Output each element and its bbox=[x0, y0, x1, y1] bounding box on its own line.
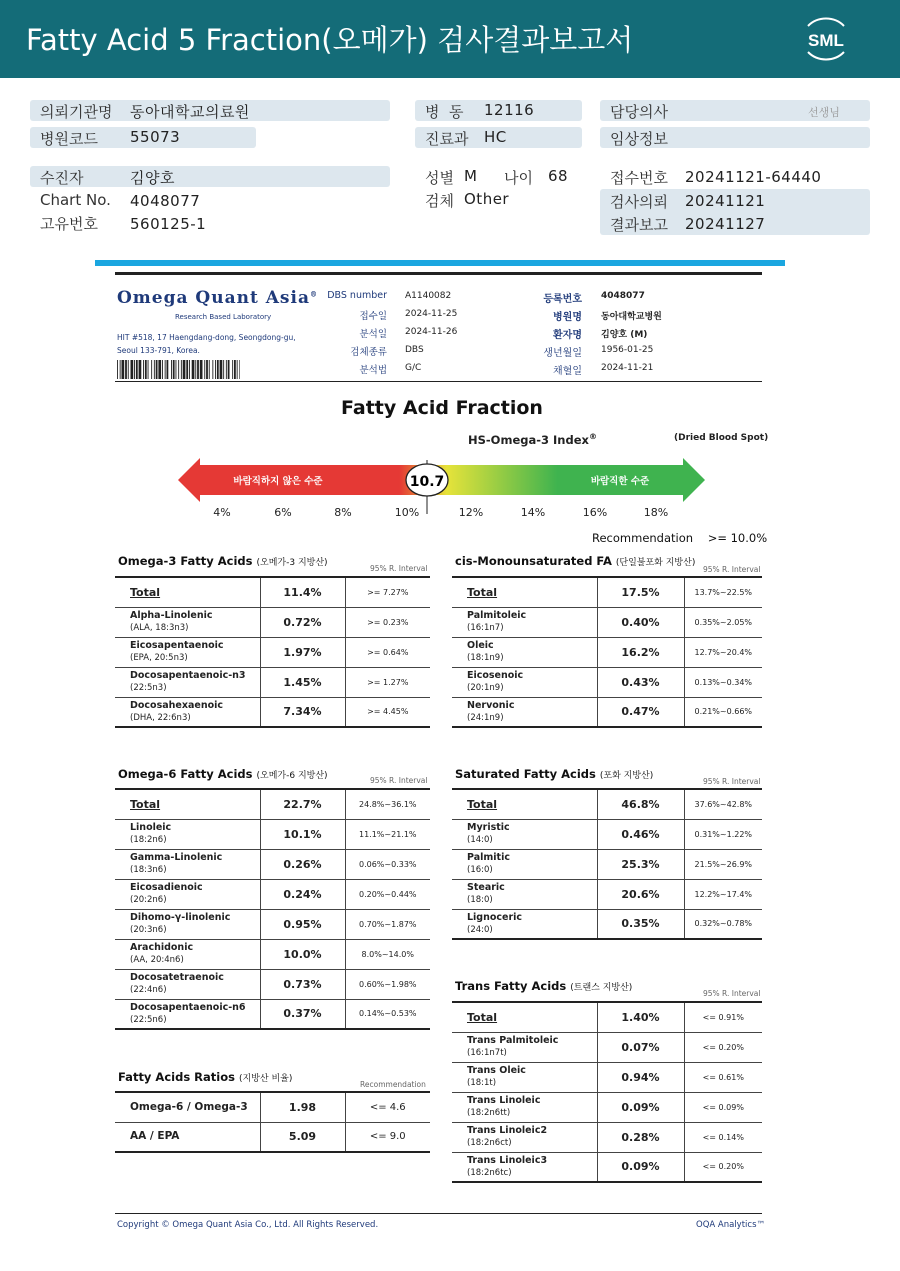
fatty-acid-value: 0.94% bbox=[597, 1062, 684, 1092]
total-label: Total bbox=[115, 577, 260, 607]
total-value: 46.8% bbox=[597, 789, 684, 819]
table-row bbox=[115, 1122, 430, 1152]
reg-label: 등록번호 bbox=[543, 294, 582, 305]
fatty-acid-notation: (16:0) bbox=[467, 865, 493, 875]
fatty-acid-name bbox=[452, 849, 597, 879]
anal-label: 분석일 bbox=[359, 329, 387, 340]
dept-value: HC bbox=[484, 128, 507, 146]
fatty-acid-label: Stearic bbox=[467, 882, 505, 893]
ward-label: 병 동 bbox=[425, 103, 464, 121]
fatty-acid-value: 10.0% bbox=[260, 939, 345, 969]
reference-range: >= 4.45% bbox=[345, 697, 430, 727]
trans-table bbox=[452, 1001, 762, 1183]
age-value: 68 bbox=[548, 167, 569, 185]
fatty-acid-notation: (16:1n7) bbox=[467, 623, 504, 633]
fatty-acid-notation: (18:2n6ct) bbox=[467, 1138, 512, 1148]
footer-rule bbox=[115, 1213, 762, 1214]
table-row bbox=[452, 607, 762, 637]
fatty-acid-notation: (14:0) bbox=[467, 835, 493, 845]
lab-top-rule bbox=[115, 272, 762, 275]
fatty-acid-label: Trans Linoleic bbox=[467, 1095, 541, 1106]
reference-range: 0.14%~0.53% bbox=[345, 999, 430, 1029]
fatty-acid-label: Trans Oleic bbox=[467, 1065, 526, 1076]
ratios-title: Fatty Acids Ratios (지방산 비율) bbox=[118, 1070, 293, 1084]
reference-range: 0.06%~0.33% bbox=[345, 849, 430, 879]
fatty-acid-name bbox=[115, 667, 260, 697]
reference-range: <= 4.6 bbox=[345, 1092, 430, 1122]
fatty-acid-label: Docosatetraenoic bbox=[130, 972, 224, 983]
request-label: 검사의뢰 bbox=[610, 193, 668, 211]
fatty-acid-label: Linoleic bbox=[130, 822, 172, 833]
footer-copyright: Copyright © Omega Quant Asia Co., Ltd. All Rights Reserved. bbox=[117, 1220, 379, 1230]
clinical-label: 임상정보 bbox=[610, 130, 668, 148]
reference-range: <= 0.20% bbox=[684, 1032, 762, 1062]
gauge-tick-label: 16% bbox=[582, 506, 608, 519]
reference-range: 0.21%~0.66% bbox=[684, 697, 762, 727]
sex-value: M bbox=[464, 167, 478, 185]
table-row bbox=[452, 879, 762, 909]
fatty-acid-label: Oleic bbox=[467, 640, 494, 651]
fatty-acid-value: 0.28% bbox=[597, 1122, 684, 1152]
fatty-acid-name bbox=[452, 1032, 597, 1062]
recv-label: 접수일 bbox=[359, 311, 387, 322]
fatty-acid-label: Eicosenoic bbox=[467, 670, 524, 681]
specimen-value: Other bbox=[464, 190, 510, 208]
pt-label: 환자명 bbox=[553, 330, 582, 341]
divider-bar bbox=[95, 260, 785, 266]
fatty-acid-value: 0.09% bbox=[597, 1152, 684, 1182]
reference-range: 0.32%~0.78% bbox=[684, 909, 762, 939]
gauge-tick-label: 6% bbox=[274, 506, 292, 519]
fatty-acid-value: 1.97% bbox=[260, 637, 345, 667]
reference-range: <= 9.0 bbox=[345, 1122, 430, 1152]
reference-range: <= 0.20% bbox=[684, 1152, 762, 1182]
saturated-interval: 95% R. Interval bbox=[703, 777, 761, 786]
fatty-acid-name bbox=[115, 697, 260, 727]
omega6-title: Omega-6 Fatty Acids (오메가-6 지방산) bbox=[118, 767, 328, 781]
barcode-icon bbox=[117, 360, 240, 379]
fatty-acid-value: 0.95% bbox=[260, 909, 345, 939]
recv-value: 2024-11-25 bbox=[405, 309, 458, 319]
total-value: 17.5% bbox=[597, 577, 684, 607]
ratios-interval: Recommendation bbox=[360, 1080, 426, 1089]
fatty-acid-notation: (ALA, 18:3n3) bbox=[130, 623, 189, 633]
reference-range: <= 0.14% bbox=[684, 1122, 762, 1152]
omega3-index-title: HS-Omega-3 Index® bbox=[468, 432, 597, 447]
lab-bottom-rule bbox=[115, 381, 762, 382]
table-row bbox=[452, 1032, 762, 1062]
fatty-acid-notation: (18:3n6) bbox=[130, 865, 167, 875]
fatty-acid-label: Arachidonic bbox=[130, 942, 194, 953]
table-row bbox=[452, 1062, 762, 1092]
dob-value: 1956-01-25 bbox=[601, 345, 654, 355]
fatty-acid-notation: (18:1t) bbox=[467, 1078, 497, 1088]
dob-label: 생년월일 bbox=[543, 348, 582, 359]
dept-label: 진료과 bbox=[425, 130, 469, 148]
uid-label: 고유번호 bbox=[40, 215, 98, 233]
fatty-acid-label: Eicosadienoic bbox=[130, 882, 203, 893]
omega3-interval: 95% R. Interval bbox=[370, 564, 428, 573]
lab-name-mark: ® bbox=[309, 289, 318, 299]
reference-range: 0.13%~0.34% bbox=[684, 667, 762, 697]
specimen-label: 검체 bbox=[425, 192, 454, 210]
fatty-acid-value: 0.73% bbox=[260, 969, 345, 999]
report-header bbox=[0, 0, 900, 78]
gauge-bad-label: 바람직하지 않은 수준 bbox=[233, 476, 323, 487]
total-value: 22.7% bbox=[260, 789, 345, 819]
ratios-table bbox=[115, 1091, 430, 1153]
reference-range: 0.70%~1.87% bbox=[345, 909, 430, 939]
fatty-acid-label: Docosapentaenoic-n6 bbox=[130, 1001, 246, 1013]
fatty-acid-label: Myristic bbox=[467, 822, 510, 833]
lab-subtitle: Research Based Laboratory bbox=[175, 313, 272, 321]
reference-range: 0.31%~1.22% bbox=[684, 819, 762, 849]
fatty-acid-notation: (22:5n6) bbox=[130, 1014, 167, 1025]
fatty-acid-notation: (20:2n6) bbox=[130, 895, 167, 905]
reference-range: >= 0.64% bbox=[345, 637, 430, 667]
chart-label: Chart No. bbox=[40, 191, 111, 209]
fatty-acid-label: Nervonic bbox=[467, 699, 515, 711]
fatty-acid-label: Docosahexaenoic bbox=[130, 699, 224, 711]
table-row bbox=[115, 849, 430, 879]
receipt-value: 20241121-64440 bbox=[685, 168, 822, 186]
ward-value: 12116 bbox=[484, 101, 535, 119]
anal-value: 2024-11-26 bbox=[405, 327, 458, 337]
gauge-value: 10.7 bbox=[409, 474, 445, 490]
fatty-acid-name bbox=[452, 1122, 597, 1152]
fatty-acid-value: 16.2% bbox=[597, 637, 684, 667]
dried-blood-spot-label: (Dried Blood Spot) bbox=[674, 433, 769, 443]
fatty-acid-value: 0.37% bbox=[260, 999, 345, 1029]
gauge-tick-label: 8% bbox=[334, 506, 352, 519]
fatty-acid-name bbox=[452, 607, 597, 637]
fatty-acid-value: 0.35% bbox=[597, 909, 684, 939]
recommendation-label: Recommendation bbox=[592, 531, 694, 545]
table-row bbox=[452, 667, 762, 697]
saturated-table bbox=[452, 788, 762, 940]
draw-value: 2024-11-21 bbox=[601, 363, 654, 373]
omega6-table bbox=[115, 788, 430, 1030]
report-label: 결과보고 bbox=[610, 216, 668, 234]
fatty-acid-notation: (22:4n6) bbox=[130, 985, 167, 995]
table-row bbox=[115, 637, 430, 667]
lab-name: Omega Quant Asia® bbox=[117, 288, 318, 308]
fatty-acid-name bbox=[115, 879, 260, 909]
fatty-acid-name bbox=[452, 1092, 597, 1122]
fatty-acid-label: Docosapentaenoic-n3 bbox=[130, 670, 246, 681]
reference-range: 0.20%~0.44% bbox=[345, 879, 430, 909]
reference-range: <= 0.61% bbox=[684, 1062, 762, 1092]
report-title: Fatty Acid 5 Fraction(오메가) 검사결과보고서 bbox=[26, 23, 634, 57]
fatty-acid-value: 20.6% bbox=[597, 879, 684, 909]
total-value: 1.40% bbox=[597, 1002, 684, 1032]
spec-label: 검체종류 bbox=[350, 347, 387, 358]
table-row bbox=[452, 637, 762, 667]
table-row bbox=[115, 969, 430, 999]
fatty-acid-fraction-title: Fatty Acid Fraction bbox=[341, 397, 543, 419]
recommendation-value: >= 10.0% bbox=[707, 531, 768, 545]
fatty-acid-notation: (DHA, 22:6n3) bbox=[130, 712, 191, 723]
fatty-acid-value: 0.43% bbox=[597, 667, 684, 697]
fatty-acid-name bbox=[452, 1152, 597, 1182]
name-value: 김양호 bbox=[130, 169, 175, 187]
table-total-row bbox=[115, 789, 430, 819]
fatty-acid-name bbox=[452, 819, 597, 849]
reference-range: 0.35%~2.05% bbox=[684, 607, 762, 637]
table-row bbox=[452, 849, 762, 879]
reference-range: >= 1.27% bbox=[345, 667, 430, 697]
table-row bbox=[452, 697, 762, 727]
hosp-code-label: 병원코드 bbox=[40, 130, 98, 148]
table-total-row bbox=[452, 789, 762, 819]
fatty-acid-name bbox=[452, 667, 597, 697]
fatty-acid-name bbox=[452, 1062, 597, 1092]
fatty-acid-notation: (EPA, 20:5n3) bbox=[130, 653, 188, 663]
table-row bbox=[115, 999, 430, 1029]
draw-label: 채혈일 bbox=[553, 366, 582, 377]
fatty-acid-value: 0.07% bbox=[597, 1032, 684, 1062]
table-total-row bbox=[115, 577, 430, 607]
gauge-tick-label: 18% bbox=[643, 506, 669, 519]
fatty-acid-label: Omega-6 / Omega-3 bbox=[130, 1100, 248, 1113]
inst-value: 동아대학교의료원 bbox=[130, 103, 250, 121]
uid-value: 560125-1 bbox=[130, 215, 207, 233]
fatty-acid-value: 1.98 bbox=[260, 1092, 345, 1122]
fatty-acid-label: Alpha-Linolenic bbox=[130, 610, 213, 621]
reg-value: 4048077 bbox=[601, 291, 645, 301]
fatty-acid-notation: (18:2n6) bbox=[130, 835, 167, 845]
fatty-acid-name bbox=[115, 607, 260, 637]
total-range: 13.7%~22.5% bbox=[684, 577, 762, 607]
fatty-acid-name bbox=[452, 909, 597, 939]
fatty-acid-name bbox=[115, 939, 260, 969]
table-total-row bbox=[452, 1002, 762, 1032]
fatty-acid-value: 0.46% bbox=[597, 819, 684, 849]
fatty-acid-notation: (24:1n9) bbox=[467, 712, 504, 723]
mufa-title: cis-Monounsaturated FA (단일불포화 지방산) bbox=[455, 554, 696, 568]
hosp-value: 동아대학교병원 bbox=[601, 312, 662, 322]
table-row bbox=[452, 819, 762, 849]
table-row bbox=[115, 697, 430, 727]
dbs-value: A1140082 bbox=[405, 291, 452, 301]
fatty-acid-value: 0.72% bbox=[260, 607, 345, 637]
fatty-acid-notation: (24:0) bbox=[467, 924, 493, 935]
fatty-acid-value: 1.45% bbox=[260, 667, 345, 697]
fatty-acid-value: 7.34% bbox=[260, 697, 345, 727]
total-value: 11.4% bbox=[260, 577, 345, 607]
total-range: <= 0.91% bbox=[684, 1002, 762, 1032]
method-label: 분석법 bbox=[359, 365, 387, 376]
footer-brand: OQA Analytics™ bbox=[696, 1220, 765, 1230]
total-range: 37.6%~42.8% bbox=[684, 789, 762, 819]
table-row bbox=[452, 909, 762, 939]
fatty-acid-name bbox=[115, 969, 260, 999]
fatty-acid-notation: (20:3n6) bbox=[130, 925, 167, 935]
total-range: >= 7.27% bbox=[345, 577, 430, 607]
omega3-title: Omega-3 Fatty Acids (오메가-3 지방산) bbox=[118, 554, 328, 568]
total-range: 24.8%~36.1% bbox=[345, 789, 430, 819]
fatty-acid-label: Dihomo-γ-linolenic bbox=[130, 912, 231, 923]
dbs-label: DBS number bbox=[327, 290, 387, 301]
fatty-acid-notation: (18:2n6tc) bbox=[467, 1167, 512, 1178]
hosp-code-value: 55073 bbox=[130, 128, 181, 146]
fatty-acid-value: 0.26% bbox=[260, 849, 345, 879]
reference-range: 11.1%~21.1% bbox=[345, 819, 430, 849]
fatty-acid-value: 0.09% bbox=[597, 1092, 684, 1122]
fatty-acid-notation: (22:5n3) bbox=[130, 683, 167, 693]
fatty-acid-name bbox=[115, 637, 260, 667]
fatty-acid-label: Palmitic bbox=[467, 852, 510, 863]
pt-value: 김양호 (M) bbox=[601, 330, 648, 340]
table-row bbox=[115, 819, 430, 849]
age-label: 나이 bbox=[504, 169, 533, 187]
mufa-table bbox=[452, 576, 762, 728]
fatty-acid-name bbox=[115, 849, 260, 879]
omega3-index-gauge bbox=[178, 458, 708, 518]
omega6-interval: 95% R. Interval bbox=[370, 776, 428, 785]
doctor-suffix: 선생님 bbox=[808, 106, 840, 119]
total-label: Total bbox=[115, 789, 260, 819]
gauge-tick-label: 14% bbox=[520, 506, 546, 519]
sex-label: 성별 bbox=[425, 169, 454, 187]
fatty-acid-value: 25.3% bbox=[597, 849, 684, 879]
lab-address-line1: HIT #518, 17 Haengdang-dong, Seongdong-gu, bbox=[117, 333, 296, 342]
fatty-acid-notation: (AA, 20:4n6) bbox=[130, 955, 184, 965]
inst-label: 의뢰기관명 bbox=[40, 103, 113, 121]
gauge-good-label: 바람직한 수준 bbox=[590, 476, 650, 487]
table-row bbox=[452, 1122, 762, 1152]
table-row bbox=[115, 1092, 430, 1122]
saturated-title: Saturated Fatty Acids (포화 지방산) bbox=[455, 767, 654, 781]
table-row bbox=[115, 939, 430, 969]
fatty-acid-name bbox=[452, 879, 597, 909]
table-row bbox=[115, 879, 430, 909]
gauge-tick-label: 10% bbox=[394, 506, 420, 519]
recommendation bbox=[592, 531, 767, 545]
reference-range: >= 0.23% bbox=[345, 607, 430, 637]
fatty-acid-value: 10.1% bbox=[260, 819, 345, 849]
doctor-label: 담당의사 bbox=[610, 103, 668, 121]
fatty-acid-label: Trans Palmitoleic bbox=[467, 1035, 559, 1046]
logo-text: SML bbox=[808, 31, 844, 50]
fatty-acid-label: Lignoceric bbox=[467, 911, 523, 923]
fatty-acid-name bbox=[115, 999, 260, 1029]
fatty-acid-name bbox=[115, 1122, 260, 1152]
table-row bbox=[115, 607, 430, 637]
sml-logo-icon bbox=[800, 14, 852, 64]
table-row bbox=[115, 667, 430, 697]
reference-range: 0.60%~1.98% bbox=[345, 969, 430, 999]
reference-range: 12.7%~20.4% bbox=[684, 637, 762, 667]
fatty-acid-notation: (16:1n7t) bbox=[467, 1048, 507, 1058]
reference-range: 8.0%~14.0% bbox=[345, 939, 430, 969]
fatty-acid-notation: (20:1n9) bbox=[467, 683, 504, 693]
omega3-index-mark: ® bbox=[588, 432, 597, 441]
fatty-acid-label: Trans Linoleic2 bbox=[467, 1125, 548, 1136]
fatty-acid-value: 5.09 bbox=[260, 1122, 345, 1152]
total-label: Total bbox=[452, 1002, 597, 1032]
receipt-label: 접수번호 bbox=[610, 169, 668, 187]
trans-title: Trans Fatty Acids (트랜스 지방산) bbox=[455, 979, 633, 993]
trans-interval: 95% R. Interval bbox=[703, 989, 761, 998]
fatty-acid-notation: (18:1n9) bbox=[467, 653, 504, 663]
fatty-acid-name bbox=[452, 637, 597, 667]
fatty-acid-name bbox=[115, 1092, 260, 1122]
fatty-acid-notation: (18:2n6tt) bbox=[467, 1108, 511, 1118]
fatty-acid-name bbox=[115, 819, 260, 849]
fatty-acid-label: Trans Linoleic3 bbox=[467, 1154, 548, 1166]
fatty-acid-notation: (18:0) bbox=[467, 895, 493, 905]
table-row bbox=[452, 1152, 762, 1182]
gauge-tick-label: 12% bbox=[458, 506, 484, 519]
spec-value: DBS bbox=[405, 345, 424, 355]
table-row bbox=[115, 909, 430, 939]
omega3-table bbox=[115, 576, 430, 728]
mufa-interval: 95% R. Interval bbox=[703, 565, 761, 574]
total-label: Total bbox=[452, 789, 597, 819]
table-total-row bbox=[452, 577, 762, 607]
chart-value: 4048077 bbox=[130, 192, 201, 210]
reference-range: 21.5%~26.9% bbox=[684, 849, 762, 879]
gauge-tick-label: 4% bbox=[213, 506, 231, 519]
request-value: 20241121 bbox=[685, 192, 766, 210]
fatty-acid-label: Eicosapentaenoic bbox=[130, 640, 224, 651]
hosp-label: 병원명 bbox=[553, 312, 582, 323]
reference-range: 12.2%~17.4% bbox=[684, 879, 762, 909]
fatty-acid-label: Gamma-Linolenic bbox=[130, 852, 223, 863]
fatty-acid-value: 0.40% bbox=[597, 607, 684, 637]
fatty-acid-value: 0.47% bbox=[597, 697, 684, 727]
fatty-acid-value: 0.24% bbox=[260, 879, 345, 909]
method-value: G/C bbox=[405, 363, 422, 373]
fatty-acid-label: Palmitoleic bbox=[467, 610, 527, 621]
lab-address-line2: Seoul 133-791, Korea. bbox=[117, 346, 200, 355]
fatty-acid-name bbox=[115, 909, 260, 939]
reference-range: <= 0.09% bbox=[684, 1092, 762, 1122]
table-row bbox=[452, 1092, 762, 1122]
total-label: Total bbox=[452, 577, 597, 607]
name-pill bbox=[30, 166, 390, 187]
report-value: 20241127 bbox=[685, 215, 766, 233]
name-label: 수진자 bbox=[40, 169, 84, 187]
fatty-acid-name bbox=[452, 697, 597, 727]
fatty-acid-label: AA / EPA bbox=[130, 1130, 180, 1143]
